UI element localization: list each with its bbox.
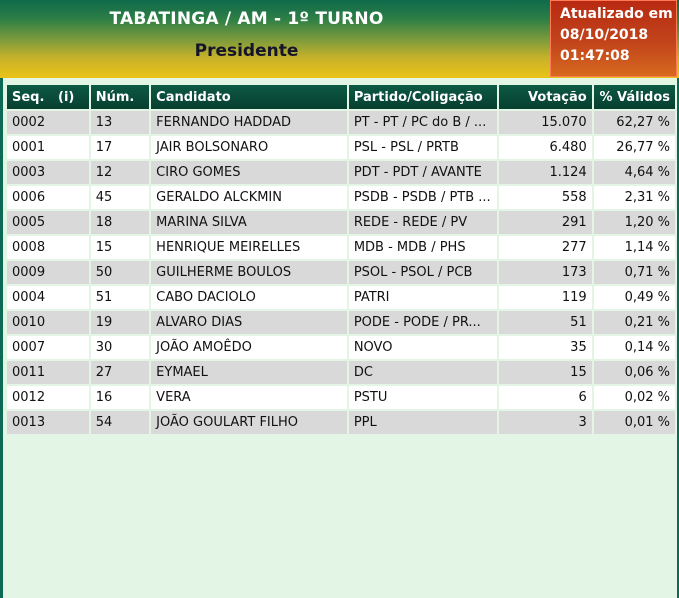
table-row <box>7 361 675 384</box>
page-title: TABATINGA / AM - 1º TURNO <box>109 9 384 29</box>
updated-date: 08/10/2018 <box>560 27 649 43</box>
cell-seq: 0004 <box>7 286 89 309</box>
cell-num: 15 <box>91 236 149 259</box>
column-header-num[interactable]: Núm. <box>91 85 149 109</box>
cell-seq: 0008 <box>7 236 89 259</box>
cell-candidato: VERA <box>151 386 347 409</box>
table-row <box>7 111 675 134</box>
table-header-row <box>7 85 675 109</box>
cell-votacao: 1.124 <box>499 161 592 184</box>
cell-partido: DC <box>349 361 497 384</box>
cell-seq: 0002 <box>7 111 89 134</box>
cell-num: 27 <box>91 361 149 384</box>
cell-validos: 0,01 % <box>594 411 675 434</box>
results-table <box>5 83 677 436</box>
cell-votacao: 35 <box>499 336 592 359</box>
table-row <box>7 211 675 234</box>
cell-partido: PDT - PDT / AVANTE <box>349 161 497 184</box>
cell-num: 54 <box>91 411 149 434</box>
cell-candidato: HENRIQUE MEIRELLES <box>151 236 347 259</box>
cell-seq: 0006 <box>7 186 89 209</box>
table-row <box>7 336 675 359</box>
cell-validos: 0,21 % <box>594 311 675 334</box>
cell-seq: 0011 <box>7 361 89 384</box>
results-panel <box>0 78 679 598</box>
column-header-validos[interactable]: % Válidos <box>594 85 675 109</box>
cell-votacao: 3 <box>499 411 592 434</box>
column-header-candidato[interactable]: Candidato <box>151 85 347 109</box>
cell-candidato: GUILHERME BOULOS <box>151 261 347 284</box>
table-row <box>7 386 675 409</box>
cell-candidato: JOÃO GOULART FILHO <box>151 411 347 434</box>
cell-validos: 0,02 % <box>594 386 675 409</box>
table-row <box>7 136 675 159</box>
cell-partido: PSL - PSL / PRTB <box>349 136 497 159</box>
updated-timestamp-box <box>550 0 677 77</box>
cell-candidato: EYMAEL <box>151 361 347 384</box>
updated-label: Atualizado em <box>560 6 673 22</box>
cell-validos: 26,77 % <box>594 136 675 159</box>
table-row <box>7 411 675 434</box>
cell-seq: 0012 <box>7 386 89 409</box>
cell-votacao: 51 <box>499 311 592 334</box>
cell-partido: PSOL - PSOL / PCB <box>349 261 497 284</box>
cell-votacao: 6.480 <box>499 136 592 159</box>
cell-partido: PT - PT / PC do B / ... <box>349 111 497 134</box>
cell-candidato: ALVARO DIAS <box>151 311 347 334</box>
cell-num: 50 <box>91 261 149 284</box>
cell-seq: 0007 <box>7 336 89 359</box>
cell-validos: 62,27 % <box>594 111 675 134</box>
cell-seq: 0005 <box>7 211 89 234</box>
cell-votacao: 558 <box>499 186 592 209</box>
cell-num: 18 <box>91 211 149 234</box>
cell-validos: 1,20 % <box>594 211 675 234</box>
table-row <box>7 311 675 334</box>
cell-seq: 0010 <box>7 311 89 334</box>
cell-partido: PSDB - PSDB / PTB ... <box>349 186 497 209</box>
cell-candidato: JOÃO AMOÊDO <box>151 336 347 359</box>
cell-num: 12 <box>91 161 149 184</box>
table-row <box>7 261 675 284</box>
column-header-partido[interactable]: Partido/Coligação <box>349 85 497 109</box>
cell-validos: 0,71 % <box>594 261 675 284</box>
cell-num: 19 <box>91 311 149 334</box>
column-header-votacao[interactable]: Votação <box>499 85 592 109</box>
cell-votacao: 15.070 <box>499 111 592 134</box>
cell-partido: PPL <box>349 411 497 434</box>
cell-partido: MDB - MDB / PHS <box>349 236 497 259</box>
cell-seq: 0003 <box>7 161 89 184</box>
cell-num: 16 <box>91 386 149 409</box>
table-row <box>7 161 675 184</box>
cell-partido: REDE - REDE / PV <box>349 211 497 234</box>
cell-validos: 0,06 % <box>594 361 675 384</box>
table-row <box>7 286 675 309</box>
cell-seq: 0009 <box>7 261 89 284</box>
cell-num: 13 <box>91 111 149 134</box>
cell-partido: NOVO <box>349 336 497 359</box>
cell-partido: PATRI <box>349 286 497 309</box>
table-row <box>7 186 675 209</box>
cell-seq: 0013 <box>7 411 89 434</box>
cell-votacao: 119 <box>499 286 592 309</box>
page-subtitle: Presidente <box>194 41 299 61</box>
cell-candidato: FERNANDO HADDAD <box>151 111 347 134</box>
cell-validos: 2,31 % <box>594 186 675 209</box>
cell-validos: 1,14 % <box>594 236 675 259</box>
cell-candidato: JAIR BOLSONARO <box>151 136 347 159</box>
cell-seq: 0001 <box>7 136 89 159</box>
cell-candidato: CIRO GOMES <box>151 161 347 184</box>
cell-votacao: 15 <box>499 361 592 384</box>
cell-votacao: 6 <box>499 386 592 409</box>
cell-partido: PODE - PODE / PR... <box>349 311 497 334</box>
cell-num: 30 <box>91 336 149 359</box>
table-row <box>7 236 675 259</box>
column-header-seq[interactable]: Seq. (i) <box>7 85 89 109</box>
updated-time: 01:47:08 <box>560 48 630 64</box>
cell-candidato: CABO DACIOLO <box>151 286 347 309</box>
cell-candidato: MARINA SILVA <box>151 211 347 234</box>
header-banner <box>0 0 679 78</box>
cell-validos: 0,49 % <box>594 286 675 309</box>
cell-partido: PSTU <box>349 386 497 409</box>
cell-num: 45 <box>91 186 149 209</box>
cell-validos: 4,64 % <box>594 161 675 184</box>
cell-votacao: 291 <box>499 211 592 234</box>
cell-validos: 0,14 % <box>594 336 675 359</box>
cell-num: 17 <box>91 136 149 159</box>
cell-num: 51 <box>91 286 149 309</box>
cell-candidato: GERALDO ALCKMIN <box>151 186 347 209</box>
cell-votacao: 277 <box>499 236 592 259</box>
cell-votacao: 173 <box>499 261 592 284</box>
